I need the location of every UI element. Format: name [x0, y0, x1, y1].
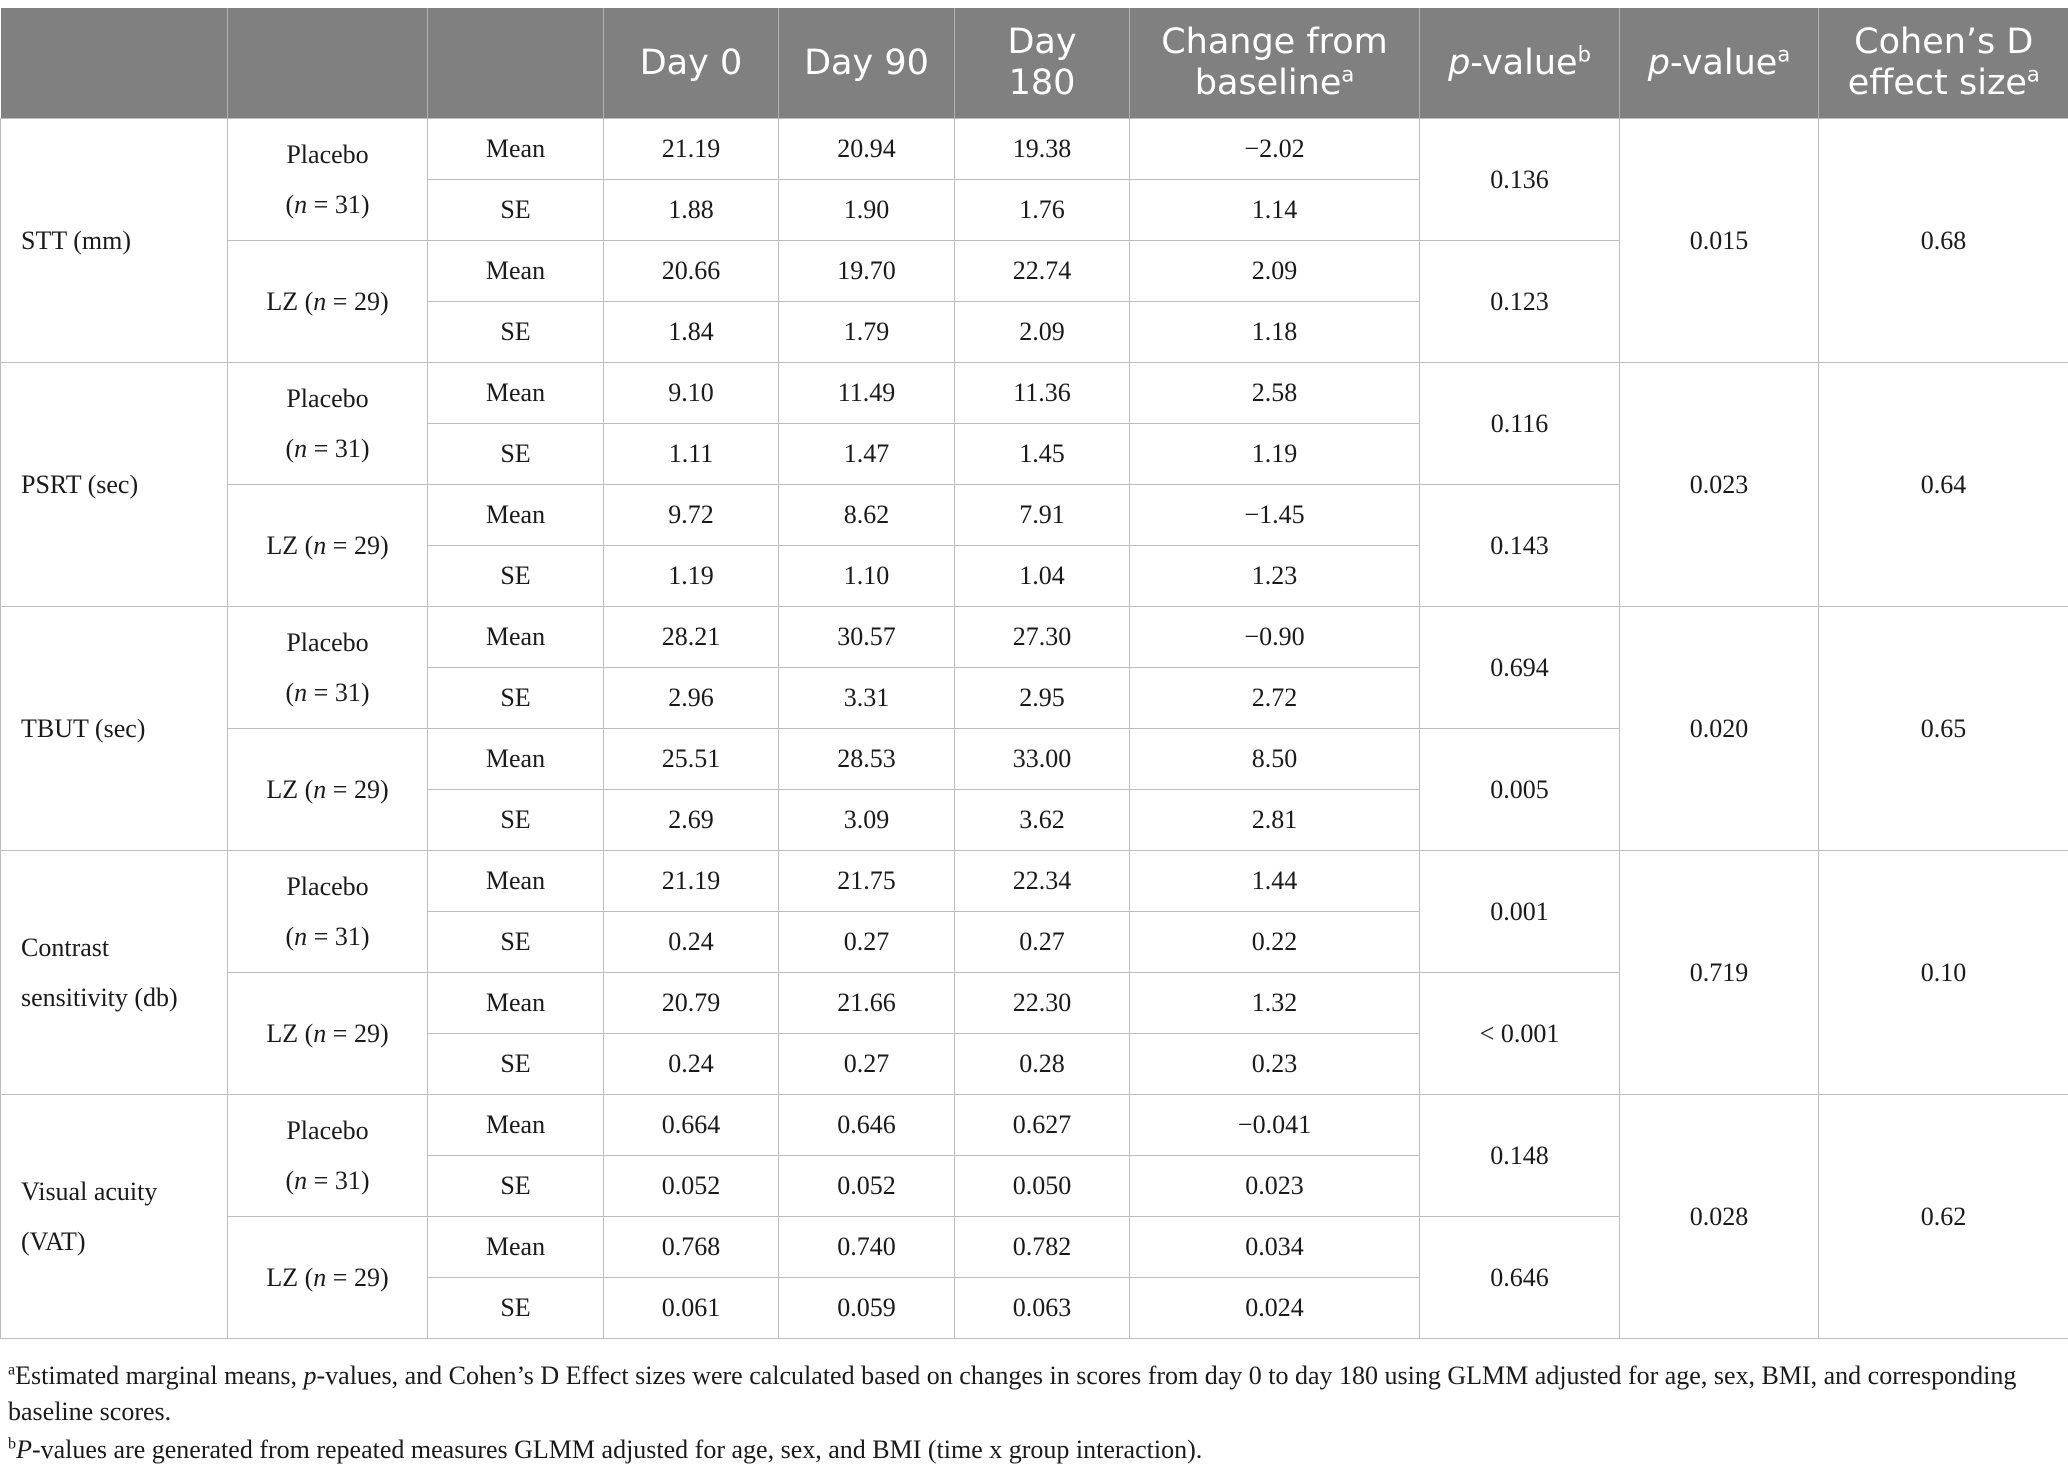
change-cell: 0.024: [1130, 1278, 1420, 1339]
day180-cell: 7.91: [955, 485, 1130, 546]
measure-label: TBUT (sec): [21, 713, 146, 743]
header-pvalue-b: [1420, 8, 1620, 119]
day0-cell: 28.21: [604, 607, 779, 668]
day0-cell: 2.69: [604, 790, 779, 851]
cohens-d-cell: 0.68: [1819, 119, 2068, 363]
measure-cell: [1, 607, 228, 851]
day180-cell: 0.627: [955, 1095, 1130, 1156]
day180-cell: 0.28: [955, 1034, 1130, 1095]
measure-label: Contrast: [21, 932, 110, 962]
day90-cell: 20.94: [779, 119, 955, 180]
header-cohens-d-line2: effect size: [1847, 63, 2027, 103]
stat-cell: Mean: [428, 973, 604, 1034]
stat-cell: SE: [428, 1156, 604, 1217]
day90-cell: 21.75: [779, 851, 955, 912]
header-group: [228, 8, 428, 119]
change-cell: 1.23: [1130, 546, 1420, 607]
header-stat: [428, 8, 604, 119]
group-n-var: n: [313, 774, 327, 804]
day180-cell: 2.09: [955, 302, 1130, 363]
day0-cell: 0.768: [604, 1217, 779, 1278]
footnote-a-text-start: Estimated marginal means,: [15, 1361, 304, 1390]
group-n-suffix: = 31): [307, 1165, 370, 1195]
header-cohens-d: [1819, 8, 2068, 119]
footnote-b: [8, 1432, 2058, 1468]
day0-cell: 0.24: [604, 1034, 779, 1095]
day90-cell: 3.09: [779, 790, 955, 851]
footnotes: [8, 1358, 2058, 1470]
stat-cell: SE: [428, 790, 604, 851]
header-pvalue-a-footnote-mark: a: [1777, 41, 1791, 66]
day0-cell: 1.88: [604, 180, 779, 241]
pvalue-b-cell: < 0.001: [1420, 973, 1620, 1095]
day0-cell: 1.84: [604, 302, 779, 363]
stat-cell: Mean: [428, 851, 604, 912]
day180-cell: 0.063: [955, 1278, 1130, 1339]
stat-cell: Mean: [428, 241, 604, 302]
change-cell: −1.45: [1130, 485, 1420, 546]
group-name: Placebo: [286, 383, 369, 413]
group-name: Placebo: [286, 627, 369, 657]
stat-cell: SE: [428, 546, 604, 607]
group-n-var: n: [313, 530, 327, 560]
group-n-prefix: (: [298, 530, 314, 560]
change-cell: −2.02: [1130, 119, 1420, 180]
table-row: [1, 363, 2068, 424]
stat-cell: SE: [428, 424, 604, 485]
day0-cell: 21.19: [604, 851, 779, 912]
group-cell: [228, 973, 428, 1095]
pvalue-b-cell: 0.694: [1420, 607, 1620, 729]
group-n-prefix: (: [285, 677, 295, 707]
stat-cell: SE: [428, 1034, 604, 1095]
footnote-b-text: -values are generated from repeated measures GLMM adjusted for age, sex, and BMI (time x group interaction).: [31, 1435, 1203, 1464]
change-cell: 1.44: [1130, 851, 1420, 912]
day0-cell: 9.72: [604, 485, 779, 546]
pvalue-b-cell: 0.123: [1420, 241, 1620, 363]
change-cell: 1.19: [1130, 424, 1420, 485]
day90-cell: 0.27: [779, 1034, 955, 1095]
group-n-suffix: = 29): [326, 530, 389, 560]
change-cell: −0.041: [1130, 1095, 1420, 1156]
pvalue-b-cell: 0.136: [1420, 119, 1620, 241]
results-table-body: [1, 119, 2068, 1339]
header-change-line2: baseline: [1194, 63, 1342, 103]
group-n-var: n: [313, 1018, 327, 1048]
header-pvalue-b-p: p: [1448, 42, 1471, 83]
day90-cell: 1.90: [779, 180, 955, 241]
measure-label: (VAT): [21, 1226, 86, 1256]
measure-label: STT (mm): [21, 225, 132, 255]
day90-cell: 0.646: [779, 1095, 955, 1156]
day0-cell: 0.061: [604, 1278, 779, 1339]
pvalue-a-cell: 0.015: [1620, 119, 1819, 363]
pvalue-a-cell: 0.719: [1620, 851, 1819, 1095]
group-n-var: n: [294, 433, 308, 463]
footnote-b-mark: b: [8, 1435, 17, 1453]
table-row: [1, 851, 2068, 912]
stat-cell: SE: [428, 180, 604, 241]
change-cell: 2.58: [1130, 363, 1420, 424]
change-cell: 0.22: [1130, 912, 1420, 973]
group-name: LZ: [266, 530, 299, 560]
day0-cell: 9.10: [604, 363, 779, 424]
group-n-var: n: [313, 1262, 327, 1292]
header-pvalue-b-text: -value: [1470, 42, 1578, 83]
measure-cell: [1, 851, 228, 1095]
header-pvalue-a-text: -value: [1670, 42, 1778, 83]
day90-cell: 8.62: [779, 485, 955, 546]
day180-cell: 11.36: [955, 363, 1130, 424]
day180-cell: 19.38: [955, 119, 1130, 180]
day0-cell: 21.19: [604, 119, 779, 180]
header-day180-line2: 180: [1008, 63, 1076, 103]
day180-cell: 0.782: [955, 1217, 1130, 1278]
group-cell: [228, 607, 428, 729]
group-n-suffix: = 31): [307, 921, 370, 951]
pvalue-b-cell: 0.005: [1420, 729, 1620, 851]
group-n-prefix: (: [298, 774, 314, 804]
cohens-d-cell: 0.65: [1819, 607, 2068, 851]
day180-cell: 0.27: [955, 912, 1130, 973]
group-cell: [228, 119, 428, 241]
group-cell: [228, 1217, 428, 1339]
day90-cell: 11.49: [779, 363, 955, 424]
header-cohens-d-footnote-mark: a: [2026, 62, 2040, 87]
day0-cell: 2.96: [604, 668, 779, 729]
stat-cell: SE: [428, 668, 604, 729]
group-n-suffix: = 29): [326, 1018, 389, 1048]
group-n-suffix: = 29): [326, 1262, 389, 1292]
day180-cell: 22.74: [955, 241, 1130, 302]
day90-cell: 1.79: [779, 302, 955, 363]
results-table: [0, 8, 2068, 1339]
pvalue-b-cell: 0.148: [1420, 1095, 1620, 1217]
group-n-prefix: (: [285, 921, 295, 951]
day180-cell: 3.62: [955, 790, 1130, 851]
day0-cell: 20.66: [604, 241, 779, 302]
group-name: Placebo: [286, 871, 369, 901]
header-day180-line1: Day: [1007, 22, 1077, 62]
group-n-suffix: = 31): [307, 433, 370, 463]
stat-cell: SE: [428, 912, 604, 973]
change-cell: 1.32: [1130, 973, 1420, 1034]
day90-cell: 30.57: [779, 607, 955, 668]
group-n-suffix: = 29): [326, 286, 389, 316]
group-n-var: n: [294, 921, 308, 951]
day90-cell: 0.052: [779, 1156, 955, 1217]
cohens-d-cell: 0.64: [1819, 363, 2068, 607]
footnote-a: [8, 1358, 2058, 1430]
day90-cell: 21.66: [779, 973, 955, 1034]
stat-cell: Mean: [428, 1095, 604, 1156]
day90-cell: 28.53: [779, 729, 955, 790]
pvalue-a-cell: 0.023: [1620, 363, 1819, 607]
change-cell: 2.09: [1130, 241, 1420, 302]
header-row: [1, 8, 2068, 119]
group-cell: [228, 363, 428, 485]
group-n-prefix: (: [298, 1262, 314, 1292]
day0-cell: 25.51: [604, 729, 779, 790]
stat-cell: Mean: [428, 729, 604, 790]
change-cell: 0.023: [1130, 1156, 1420, 1217]
table-row: [1, 607, 2068, 668]
group-n-var: n: [294, 1165, 308, 1195]
pvalue-a-cell: 0.020: [1620, 607, 1819, 851]
day0-cell: 0.664: [604, 1095, 779, 1156]
group-n-prefix: (: [298, 1018, 314, 1048]
header-pvalue-b-footnote-mark: b: [1577, 41, 1591, 66]
footnote-a-italic-p: p: [303, 1361, 317, 1390]
day0-cell: 0.052: [604, 1156, 779, 1217]
measure-cell: [1, 119, 228, 363]
table-row: [1, 1095, 2068, 1156]
change-cell: −0.90: [1130, 607, 1420, 668]
group-cell: [228, 241, 428, 363]
stat-cell: Mean: [428, 119, 604, 180]
group-name: Placebo: [286, 1115, 369, 1145]
group-name: LZ: [266, 1262, 299, 1292]
group-n-suffix: = 31): [307, 677, 370, 707]
pvalue-b-cell: 0.001: [1420, 851, 1620, 973]
group-cell: [228, 729, 428, 851]
group-n-prefix: (: [285, 433, 295, 463]
day180-cell: 1.04: [955, 546, 1130, 607]
group-cell: [228, 485, 428, 607]
group-cell: [228, 851, 428, 973]
measure-cell: [1, 363, 228, 607]
header-change-footnote-mark: a: [1341, 62, 1355, 87]
footnote-a-text-end: -values, and Cohen’s D Effect sizes were calculated based on changes in scores from day 0 to day 180 using GLMM adjusted for age, sex, BMI, and corresponding baseline scores.: [8, 1361, 2017, 1426]
day90-cell: 0.27: [779, 912, 955, 973]
header-change: [1130, 8, 1420, 119]
group-name: LZ: [266, 286, 299, 316]
day180-cell: 33.00: [955, 729, 1130, 790]
cohens-d-cell: 0.10: [1819, 851, 2068, 1095]
change-cell: 0.23: [1130, 1034, 1420, 1095]
group-cell: [228, 1095, 428, 1217]
day180-cell: 0.050: [955, 1156, 1130, 1217]
group-name: LZ: [266, 1018, 299, 1048]
day90-cell: 3.31: [779, 668, 955, 729]
measure-label: Visual acuity: [21, 1176, 158, 1206]
day180-cell: 22.30: [955, 973, 1130, 1034]
group-n-suffix: = 29): [326, 774, 389, 804]
header-day0-label: Day 0: [639, 42, 743, 83]
day90-cell: 0.740: [779, 1217, 955, 1278]
header-day90: [779, 8, 955, 119]
group-n-var: n: [294, 189, 308, 219]
day180-cell: 2.95: [955, 668, 1130, 729]
pvalue-b-cell: 0.116: [1420, 363, 1620, 485]
header-day180: [955, 8, 1130, 119]
header-pvalue-a-p: p: [1647, 42, 1671, 83]
day180-cell: 27.30: [955, 607, 1130, 668]
footnote-b-italic-p: P: [16, 1435, 32, 1464]
change-cell: 1.14: [1130, 180, 1420, 241]
pvalue-b-cell: 0.646: [1420, 1217, 1620, 1339]
change-cell: 2.72: [1130, 668, 1420, 729]
stat-cell: Mean: [428, 1217, 604, 1278]
group-n-var: n: [313, 286, 327, 316]
day180-cell: 1.76: [955, 180, 1130, 241]
header-day0: [604, 8, 779, 119]
stat-cell: Mean: [428, 607, 604, 668]
table-row: [1, 119, 2068, 180]
day0-cell: 1.11: [604, 424, 779, 485]
group-name: LZ: [266, 774, 299, 804]
change-cell: 0.034: [1130, 1217, 1420, 1278]
group-n-prefix: (: [285, 1165, 295, 1195]
measure-cell: [1, 1095, 228, 1339]
pvalue-a-cell: 0.028: [1620, 1095, 1819, 1339]
group-name: Placebo: [286, 139, 369, 169]
day90-cell: 1.47: [779, 424, 955, 485]
day0-cell: 20.79: [604, 973, 779, 1034]
day90-cell: 19.70: [779, 241, 955, 302]
group-n-var: n: [294, 677, 308, 707]
change-cell: 1.18: [1130, 302, 1420, 363]
footnote-a-mark: a: [8, 1361, 16, 1379]
stat-cell: SE: [428, 302, 604, 363]
stat-cell: Mean: [428, 363, 604, 424]
measure-label: PSRT (sec): [21, 469, 139, 499]
stat-cell: SE: [428, 1278, 604, 1339]
header-change-line1: Change from: [1161, 22, 1388, 62]
header-pvalue-a: [1620, 8, 1819, 119]
pvalue-b-cell: 0.143: [1420, 485, 1620, 607]
measure-label: sensitivity (db): [21, 982, 178, 1012]
day0-cell: 1.19: [604, 546, 779, 607]
day180-cell: 1.45: [955, 424, 1130, 485]
day0-cell: 0.24: [604, 912, 779, 973]
stat-cell: Mean: [428, 485, 604, 546]
cohens-d-cell: 0.62: [1819, 1095, 2068, 1339]
group-n-prefix: (: [285, 189, 295, 219]
header-measure: [1, 8, 228, 119]
header-cohens-d-line1: Cohen’s D: [1854, 22, 2034, 62]
day90-cell: 1.10: [779, 546, 955, 607]
group-n-prefix: (: [298, 286, 314, 316]
day180-cell: 22.34: [955, 851, 1130, 912]
change-cell: 2.81: [1130, 790, 1420, 851]
day90-cell: 0.059: [779, 1278, 955, 1339]
group-n-suffix: = 31): [307, 189, 370, 219]
change-cell: 8.50: [1130, 729, 1420, 790]
header-day90-label: Day 90: [804, 42, 929, 83]
